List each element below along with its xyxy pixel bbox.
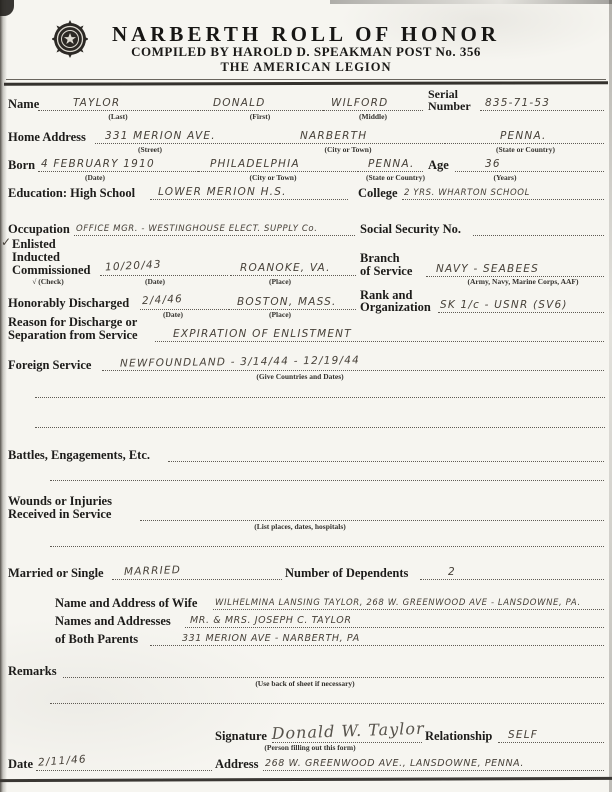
- home-address-label: Home Address: [8, 130, 86, 144]
- caption-countries-dates: (Give Countries and Dates): [256, 372, 344, 381]
- born-city-value: PHILADELPHIA: [210, 158, 300, 170]
- dependents-field: [420, 565, 604, 580]
- rank-value: SK 1/c - USNR (SV6): [440, 299, 568, 311]
- married-field: [112, 565, 282, 580]
- address-label: Address: [215, 757, 259, 771]
- discharge-place-value: BOSTON, MASS.: [237, 296, 337, 308]
- caption-born-state: (State or Country): [365, 173, 426, 182]
- reason-value: EXPIRATION OF ENLISTMENT: [173, 328, 352, 340]
- caption-born-date: (Date): [85, 173, 105, 182]
- caption-street: (Street): [137, 145, 162, 154]
- honorably-discharged-label: Honorably Discharged: [8, 296, 130, 310]
- college-value: 2 YRS. WHARTON SCHOOL: [404, 188, 530, 198]
- age-label: Age: [428, 158, 449, 172]
- married-value: MARRIED: [123, 564, 182, 578]
- foreign-service-blank-line-2: [35, 413, 605, 428]
- dependents-value: 2: [448, 566, 456, 578]
- education-label: Education: High School: [8, 186, 136, 200]
- wife-field: [213, 595, 604, 610]
- caption-entry-place: (Place): [268, 277, 292, 286]
- foreign-service-label: Foreign Service: [8, 358, 92, 372]
- wounds-label-line2: Received in Service: [8, 507, 112, 521]
- caption-person-filling: (Person filling out this form): [264, 743, 356, 752]
- born-label: Born: [8, 158, 36, 172]
- branch-value: NAVY - SEABEES: [436, 263, 539, 275]
- caption-first: (First): [249, 112, 271, 121]
- city-field: [280, 129, 445, 144]
- relationship-field: [498, 728, 604, 743]
- header-rule-thin: [6, 79, 606, 80]
- branch-label-line1: Branch: [360, 251, 400, 265]
- foreign-service-field: [102, 356, 604, 371]
- caption-discharge-place: (Place): [268, 310, 292, 319]
- rank-field: [438, 298, 604, 313]
- organization-name: THE AMERICAN LEGION: [220, 60, 392, 74]
- wife-label: Name and Address of Wife: [55, 596, 198, 610]
- discharge-place-field: [229, 295, 356, 310]
- middle-name-value: WILFORD: [331, 97, 389, 109]
- document-subtitle: COMPILED BY HAROLD D. SPEAKMAN POST No. 356: [131, 44, 481, 59]
- inducted-label: Inducted: [12, 250, 60, 264]
- caption-city-or-town: (City or Town): [324, 145, 372, 154]
- signature-field: [271, 718, 425, 743]
- signature-value: Donald W. Taylor: [271, 718, 425, 743]
- street-field: [95, 129, 280, 144]
- serial-number-value: 835-71-53: [485, 97, 551, 109]
- married-or-single-label: Married or Single: [8, 566, 104, 580]
- caption-branch: (Army, Navy, Marine Corps, AAF): [467, 277, 579, 286]
- serial-label-line2: Number: [428, 99, 471, 113]
- parents-names-field: [185, 613, 604, 628]
- first-name-value: DONALD: [213, 97, 266, 109]
- commissioned-label: Commissioned: [12, 263, 91, 277]
- date-label: Date: [8, 757, 33, 771]
- entry-place-value: ROANOKE, VA.: [240, 262, 331, 274]
- wife-value: WILHELMINA LANSING TAYLOR, 268 W. GREENWOOD AVE - LANSDOWNE, PA.: [215, 598, 581, 608]
- discharge-date-value: 2/4/46: [141, 292, 184, 308]
- rank-label-line2: Organization: [360, 300, 431, 314]
- wounds-field: [140, 506, 604, 521]
- caption-middle: (Middle): [359, 112, 387, 121]
- occupation-value: OFFICE MGR. - WESTINGHOUSE ELECT. SUPPLY Co.: [76, 224, 318, 234]
- bottom-rule: [0, 777, 612, 782]
- caption-entry-date: (Date): [145, 277, 165, 286]
- rank-label-line1: Rank and: [360, 288, 413, 302]
- foreign-service-value: NEWFOUNDLAND - 3/14/44 - 12/19/44: [119, 354, 361, 370]
- address-value: 268 W. GREENWOOD AVE., LANSDOWNE, PENNA.: [265, 758, 525, 769]
- reason-label-line2: Separation from Service: [8, 328, 138, 342]
- branch-label-line2: of Service: [360, 264, 413, 278]
- state-value: PENNA.: [500, 130, 547, 142]
- caption-years: (Years): [493, 173, 517, 182]
- remarks-field: [63, 663, 604, 678]
- born-state-field: [358, 157, 423, 172]
- first-name-field: [198, 96, 323, 111]
- remarks-label: Remarks: [8, 664, 57, 678]
- serial-label-line1: Serial: [428, 87, 458, 101]
- born-date-field: [38, 157, 198, 172]
- relationship-value: SELF: [508, 729, 538, 741]
- reason-field: [155, 327, 604, 342]
- date-value: 2/11/46: [37, 753, 88, 769]
- dependents-label: Number of Dependents: [285, 566, 409, 580]
- parents-label-line2: of Both Parents: [55, 632, 139, 646]
- last-name-value: TAYLOR: [73, 97, 121, 109]
- wounds-label-line1: Wounds or Injuries: [8, 494, 112, 508]
- caption-state-or-country: (State or Country): [495, 145, 556, 154]
- battles-blank-line: [50, 466, 604, 481]
- entry-date-value: 10/20/43: [104, 258, 163, 274]
- header-rule-thick: [4, 81, 608, 86]
- scan-top-smear: [330, 0, 612, 4]
- enlisted-label: Enlisted: [12, 237, 56, 251]
- serial-number-field: [480, 96, 604, 111]
- relationship-label: Relationship: [425, 729, 493, 743]
- battles-label: Battles, Engagements, Etc.: [8, 448, 150, 462]
- entry-place-field: [230, 261, 356, 276]
- last-name-field: [38, 96, 198, 111]
- parents-label-line1: Names and Addresses: [55, 614, 171, 628]
- parents-address-value: 331 MERION AVE - NARBERTH, PA: [182, 633, 360, 644]
- occupation-field: [74, 221, 355, 236]
- entry-date-field: [100, 258, 228, 276]
- social-security-label: Social Security No.: [360, 222, 462, 236]
- branch-field: [426, 262, 604, 277]
- parents-names-value: MR. & MRS. JOSEPH C. TAYLOR: [190, 615, 352, 626]
- date-field: [36, 753, 212, 771]
- scan-corner-smudge: [0, 0, 14, 16]
- caption-use-back: (Use back of sheet if necessary): [255, 679, 355, 688]
- parents-address-field: [150, 631, 604, 646]
- caption-check: √ (Check): [32, 277, 64, 286]
- wounds-blank-line: [50, 532, 604, 547]
- caption-last: (Last): [108, 112, 128, 121]
- enlisted-checkmark: ✓: [1, 235, 12, 249]
- remarks-blank-line: [50, 689, 604, 704]
- foreign-service-blank-line-1: [35, 383, 605, 398]
- city-value: NARBERTH: [300, 130, 368, 142]
- born-city-field: [198, 157, 358, 172]
- college-field: [402, 185, 604, 200]
- occupation-label: Occupation: [8, 222, 70, 236]
- age-value: 36: [485, 158, 501, 170]
- name-label: Name: [8, 97, 40, 111]
- document-title: NARBERTH ROLL OF HONOR: [111, 22, 501, 46]
- caption-discharge-date: (Date): [163, 310, 183, 319]
- signature-label: Signature: [215, 729, 267, 743]
- high-school-field: [150, 185, 348, 200]
- born-date-value: 4 FEBRUARY 1910: [41, 158, 155, 170]
- social-security-field: [473, 221, 604, 236]
- state-field: [445, 129, 604, 144]
- age-field: [455, 157, 604, 172]
- discharge-date-field: [140, 292, 229, 310]
- high-school-value: LOWER MERION H.S.: [158, 186, 287, 198]
- address-field: [263, 756, 604, 771]
- caption-places-dates-hospitals: (List places, dates, hospitals): [254, 522, 346, 531]
- battles-field: [168, 447, 604, 462]
- middle-name-field: [323, 96, 423, 111]
- born-state-value: PENNA.: [368, 158, 415, 170]
- caption-born-city: (City or Town): [249, 173, 297, 182]
- street-value: 331 MERION AVE.: [105, 130, 216, 142]
- reason-label-line1: Reason for Discharge or: [8, 315, 138, 329]
- college-label: College: [358, 186, 398, 200]
